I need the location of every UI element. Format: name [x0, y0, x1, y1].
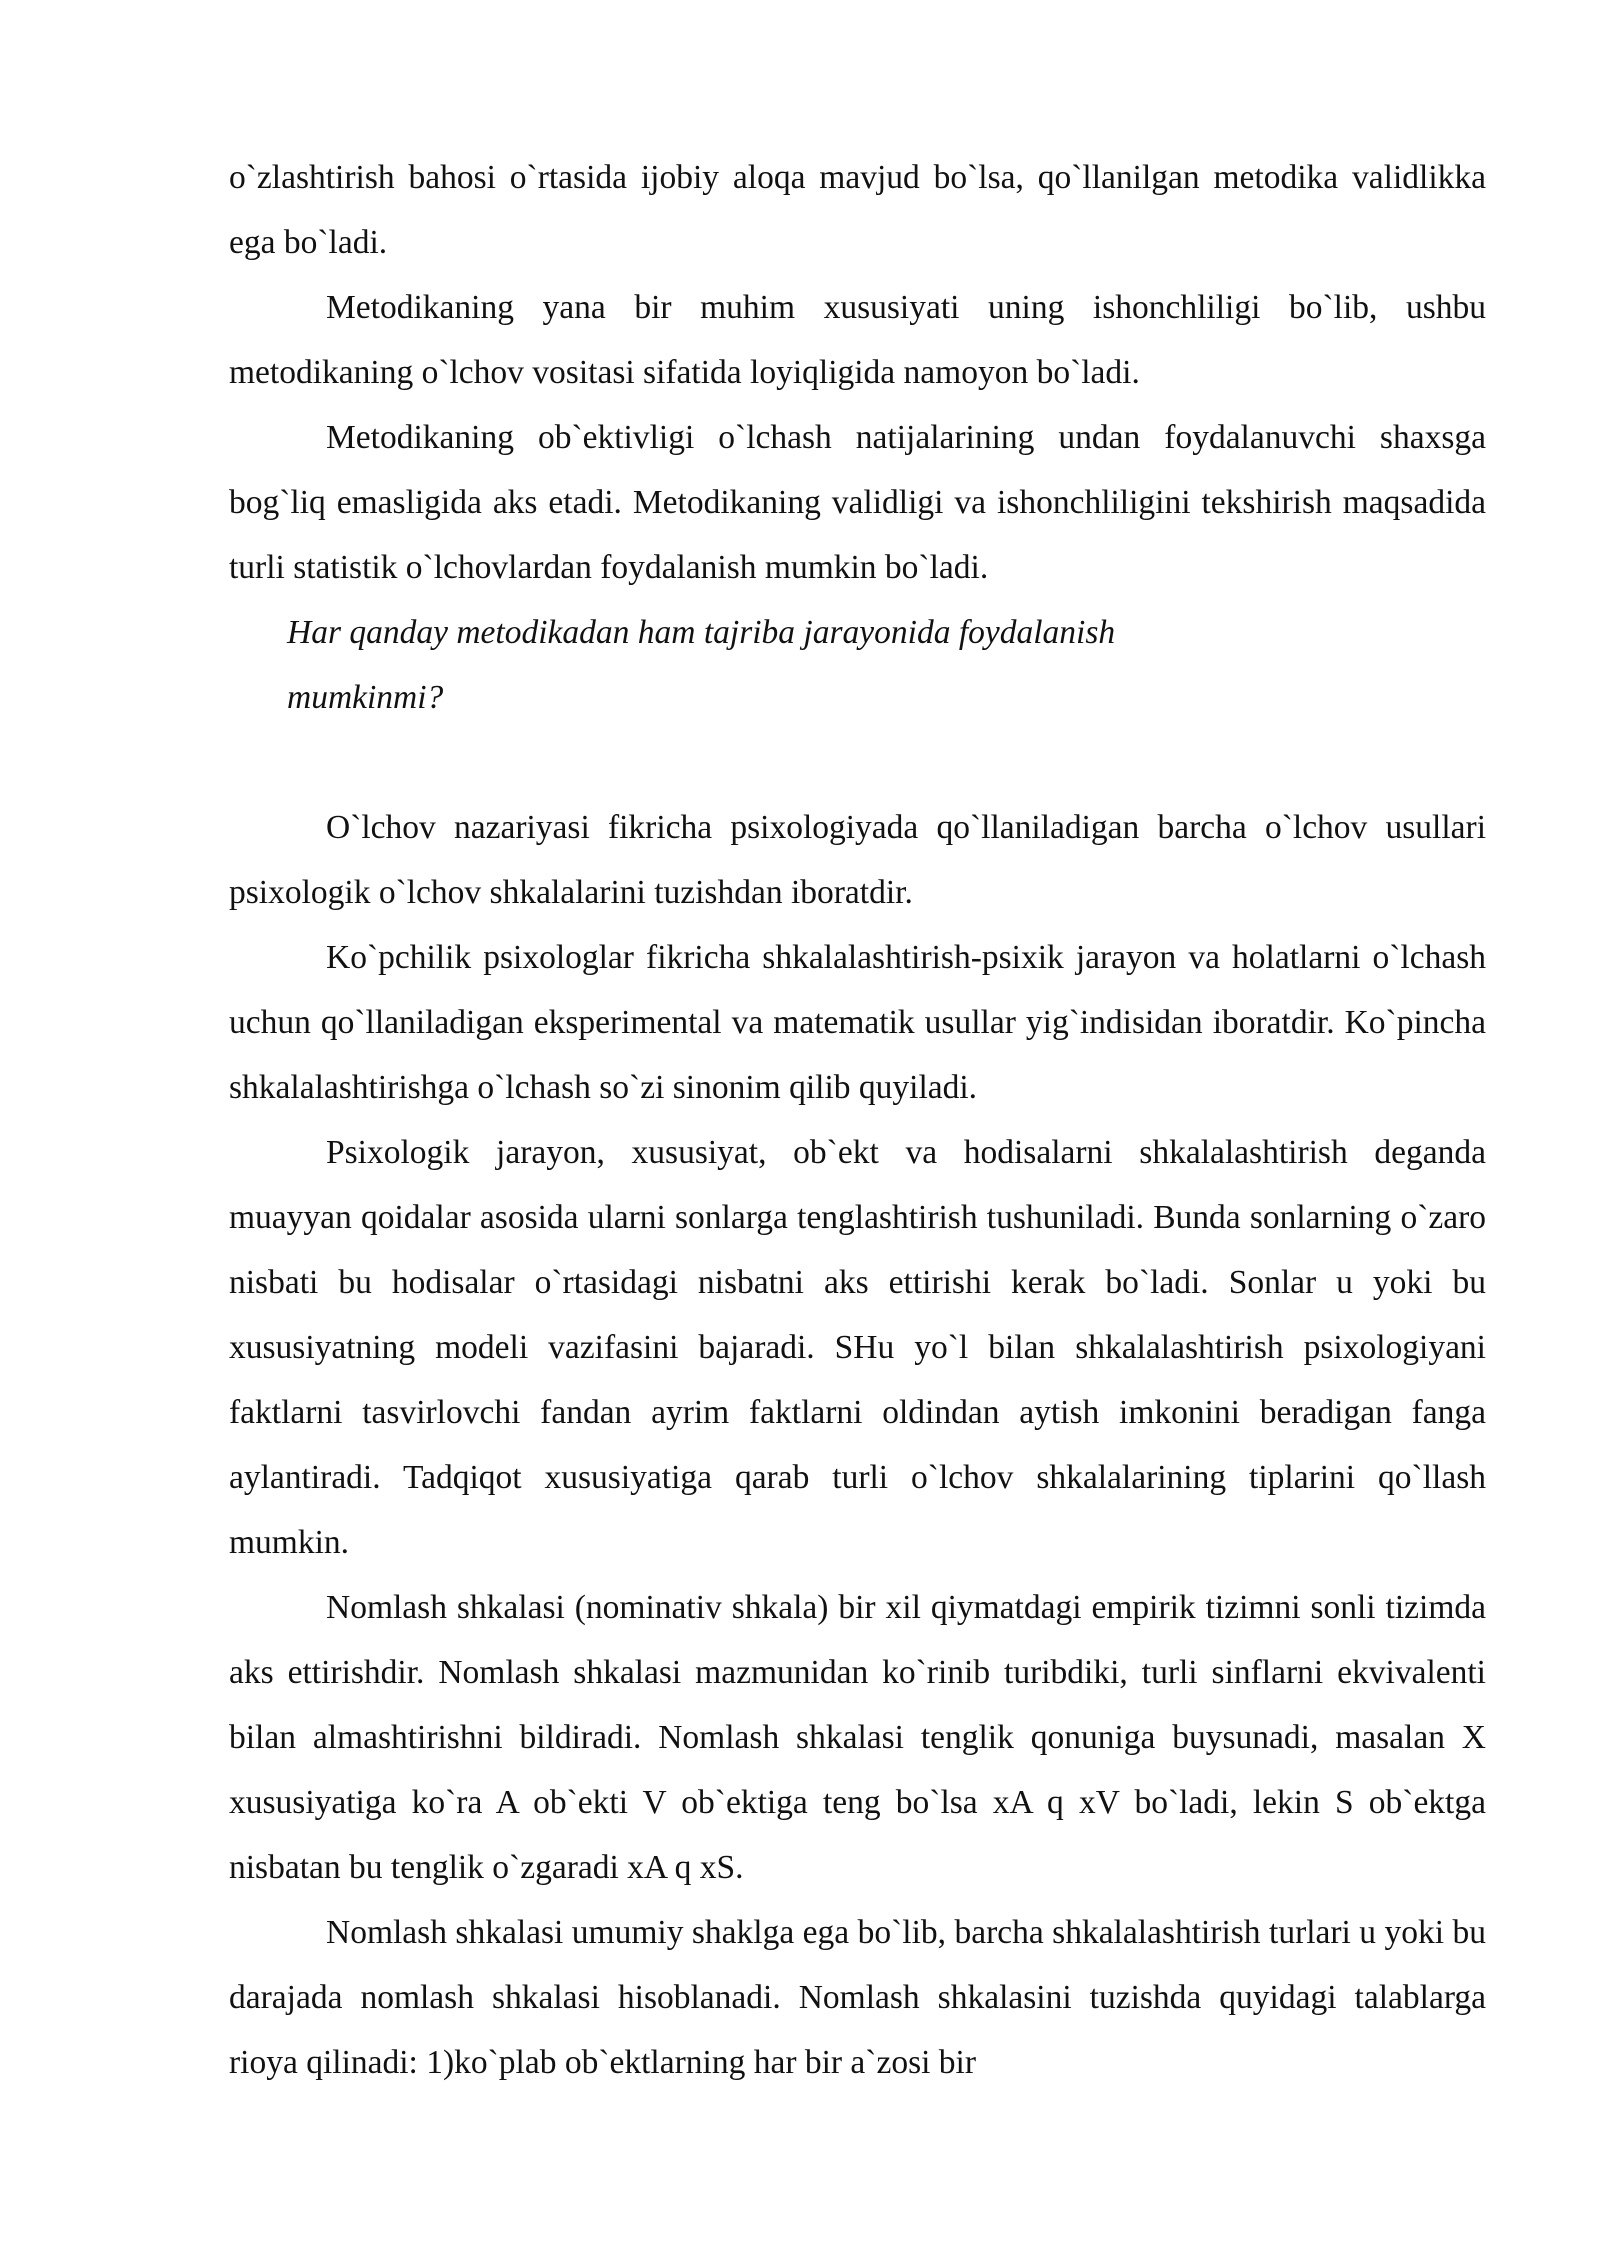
- paragraph-measurement-theory: O`lchov nazariyasi fikricha psixologiyada qo`llaniladigan barcha o`lchov usullari psixologik o`lchov shkalalarini tuzishdan iboratdir.: [229, 809, 1486, 911]
- paragraph-nominal-scale: Nomlash shkalasi (nominativ shkala) bir xil qiymatdagi empirik tizimni sonli tizimda aks ettirishdir. Nomlash shkalasi mazmunidan ko`rinib turibdiki, turli sinflarni ekvivalenti bilan almashtirishni bildiradi. Nomlash shkalasi tenglik qonuniga buysunadi, masalan X xususiyatiga ko`ra A ob`ekti V ob`ektiga teng bo`lsa xA q xV bo`ladi, lekin S ob`ektga nisbatan bu tenglik o`zgaradi xA q xS.: [229, 1589, 1486, 1886]
- paragraph-objectivity: Metodikaning ob`ektivligi o`lchash natijalarining undan foydalanuvchi shaxsga bog`liq emasligida aks etadi. Metodikaning validligi va ishonchliligini tekshirish maqsadida turli statistik o`lchovlardan foydalanish mumkin bo`ladi.: [229, 419, 1486, 586]
- paragraph-nominal-scale-general: Nomlash shkalasi umumiy shaklga ega bo`lib, barcha shkalalashtirish turlari u yoki bu darajada nomlash shkalasi hisoblanadi. Nomlash shkalasini tuzishda quyidagi talablarga rioya qilinadi: 1)ko`plab ob`ektlarning har bir a`zosi bir: [229, 1914, 1486, 2081]
- paragraph-continuation: o`zlashtirish bahosi o`rtasida ijobiy aloqa mavjud bo`lsa, qo`llanilgan metodika validlikka ega bo`ladi.: [229, 159, 1486, 261]
- italic-question: Har qanday metodikadan ham tajriba jarayonida foydalanish mumkinmi?: [287, 614, 1116, 716]
- paragraph-reliability: Metodikaning yana bir muhim xususiyati uning ishonchliligi bo`lib, ushbu metodikaning o`lchov vositasi sifatida loyiqligida namoyon bo`ladi.: [229, 289, 1486, 391]
- paragraph-scaling-process: Psixologik jarayon, xususiyat, ob`ekt va hodisalarni shkalalashtirish deganda muayyan qoidalar asosida ularni sonlarga tenglashtirish tushuniladi. Bunda sonlarning o`zaro nisbati bu hodisalar o`rtasidagi nisbatni aks ettirishi kerak bo`ladi. Sonlar u yoki bu xususiyatning modeli vazifasini bajaradi. SHu yo`l bilan shkalalashtirish psixologiyani faktlarni tasvirlovchi fandan ayrim faktlarni oldindan aytish imkonini beradigan fanga aylantiradi. Tadqiqot xususiyatiga qarab turli o`lchov shkalalarining tiplarini qo`llash mumkin.: [229, 1134, 1486, 1561]
- document-body: [229, 145, 1486, 2095]
- paragraph-scaling-definition: Ko`pchilik psixologlar fikricha shkalalashtirish-psixik jarayon va holatlarni o`lchash uchun qo`llaniladigan eksperimental va matematik usullar yig`indisidan iboratdir. Ko`pincha shkalalashtirishga o`lchash so`zi sinonim qilib quyiladi.: [229, 939, 1486, 1106]
- blank-line: [229, 730, 1486, 795]
